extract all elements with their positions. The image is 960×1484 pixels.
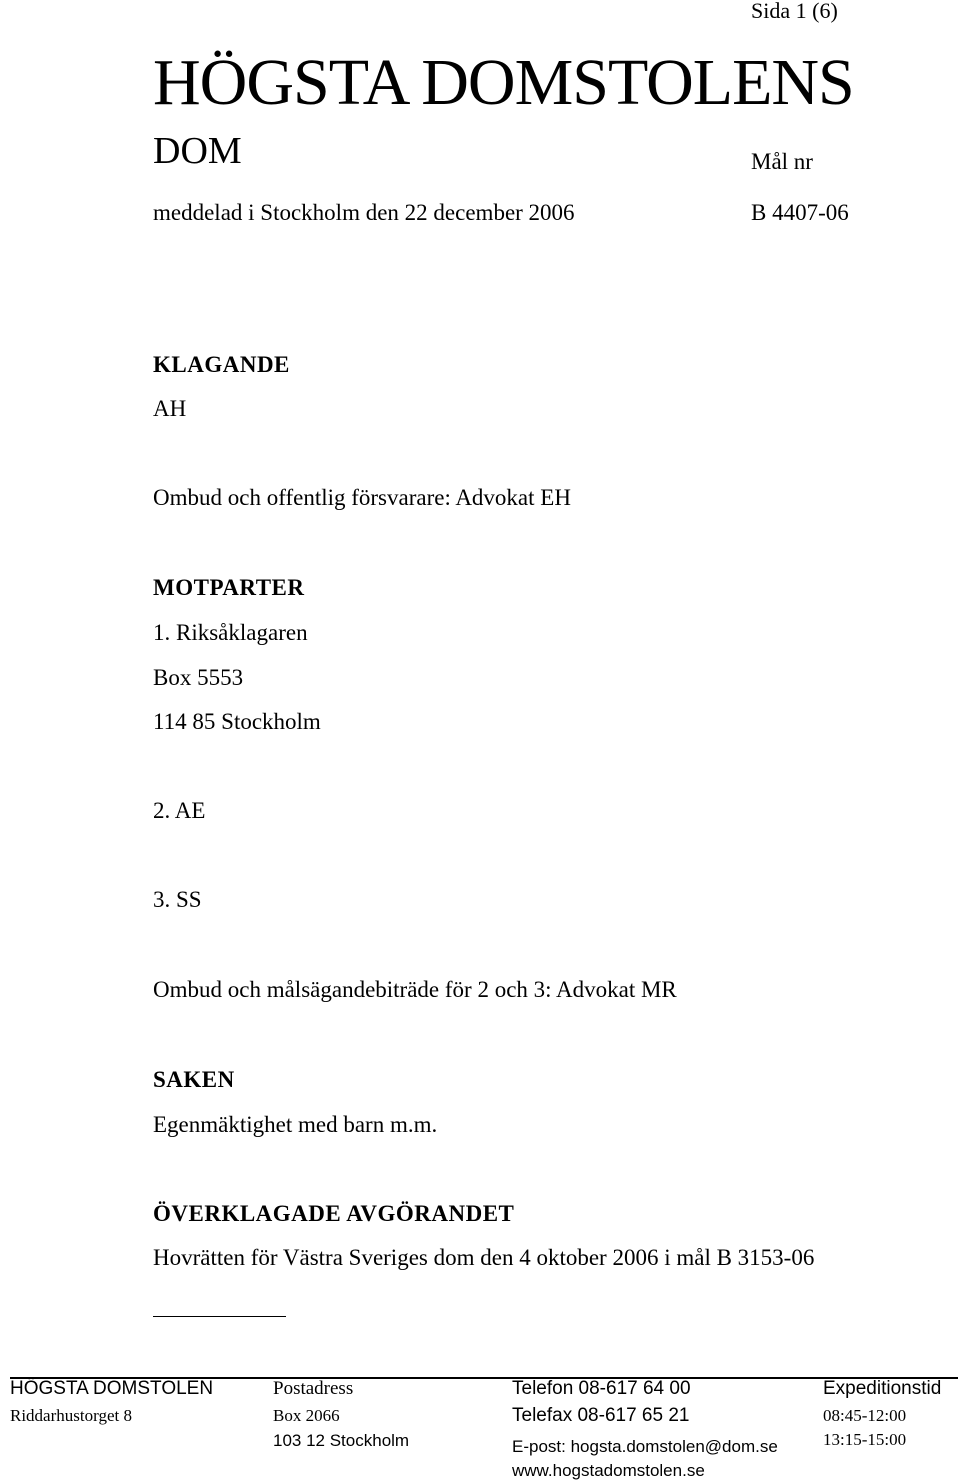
case-number: B 4407-06 [751,200,849,225]
page-number: Sida 1 (6) [751,0,838,23]
motpart-1-address-2: 114 85 Stockholm [153,709,321,734]
document-title: HÖGSTA DOMSTOLENS [153,46,854,119]
motpart-3: 3. SS [153,887,202,912]
case-number-label: Mål nr [751,149,813,174]
issued-line: meddelad i Stockholm den 22 december 2006 [153,200,575,225]
section-divider [153,1316,286,1317]
footer-fax: Telefax 08-617 65 21 [512,1405,690,1426]
motpart-1-name: 1. Riksåklagaren [153,620,308,645]
footer-postal-heading: Postadress [273,1378,354,1399]
document-subtitle: DOM [153,130,242,172]
saken-text: Egenmäktighet med barn m.m. [153,1112,438,1137]
footer-postal-box: Box 2066 [273,1406,340,1425]
footer-hours-afternoon: 13:15-15:00 [823,1430,907,1449]
footer-court-name: HÖGSTA DOMSTOLEN [10,1378,214,1399]
motparter-counsel: Ombud och målsägandebiträde för 2 och 3: Advokat MR [153,977,677,1002]
footer-website[interactable]: www.hogstadomstolen.se [512,1461,705,1480]
footer-postal-city: 103 12 Stockholm [273,1431,410,1450]
footer-email[interactable]: E-post: hogsta.domstolen@dom.se [512,1437,778,1456]
klagande-counsel: Ombud och offentlig försvarare: Advokat EH [153,485,571,510]
motparter-heading: MOTPARTER [153,575,305,600]
saken-heading: SAKEN [153,1067,235,1092]
overklagade-heading: ÖVERKLAGADE AVGÖRANDET [153,1201,515,1226]
footer-hours-heading: Expeditionstid [823,1378,942,1399]
footer-visiting-address: Riddarhustorget 8 [10,1406,132,1425]
footer-phone: Telefon 08-617 64 00 [512,1378,691,1399]
motpart-2: 2. AE [153,798,206,823]
klagande-name: AH [153,396,187,421]
overklagade-text: Hovrätten för Västra Sveriges dom den 4 oktober 2006 i mål B 3153-06 [153,1245,815,1270]
klagande-heading: KLAGANDE [153,352,290,377]
motpart-1-address-1: Box 5553 [153,665,244,690]
footer-hours-morning: 08:45-12:00 [823,1406,907,1425]
